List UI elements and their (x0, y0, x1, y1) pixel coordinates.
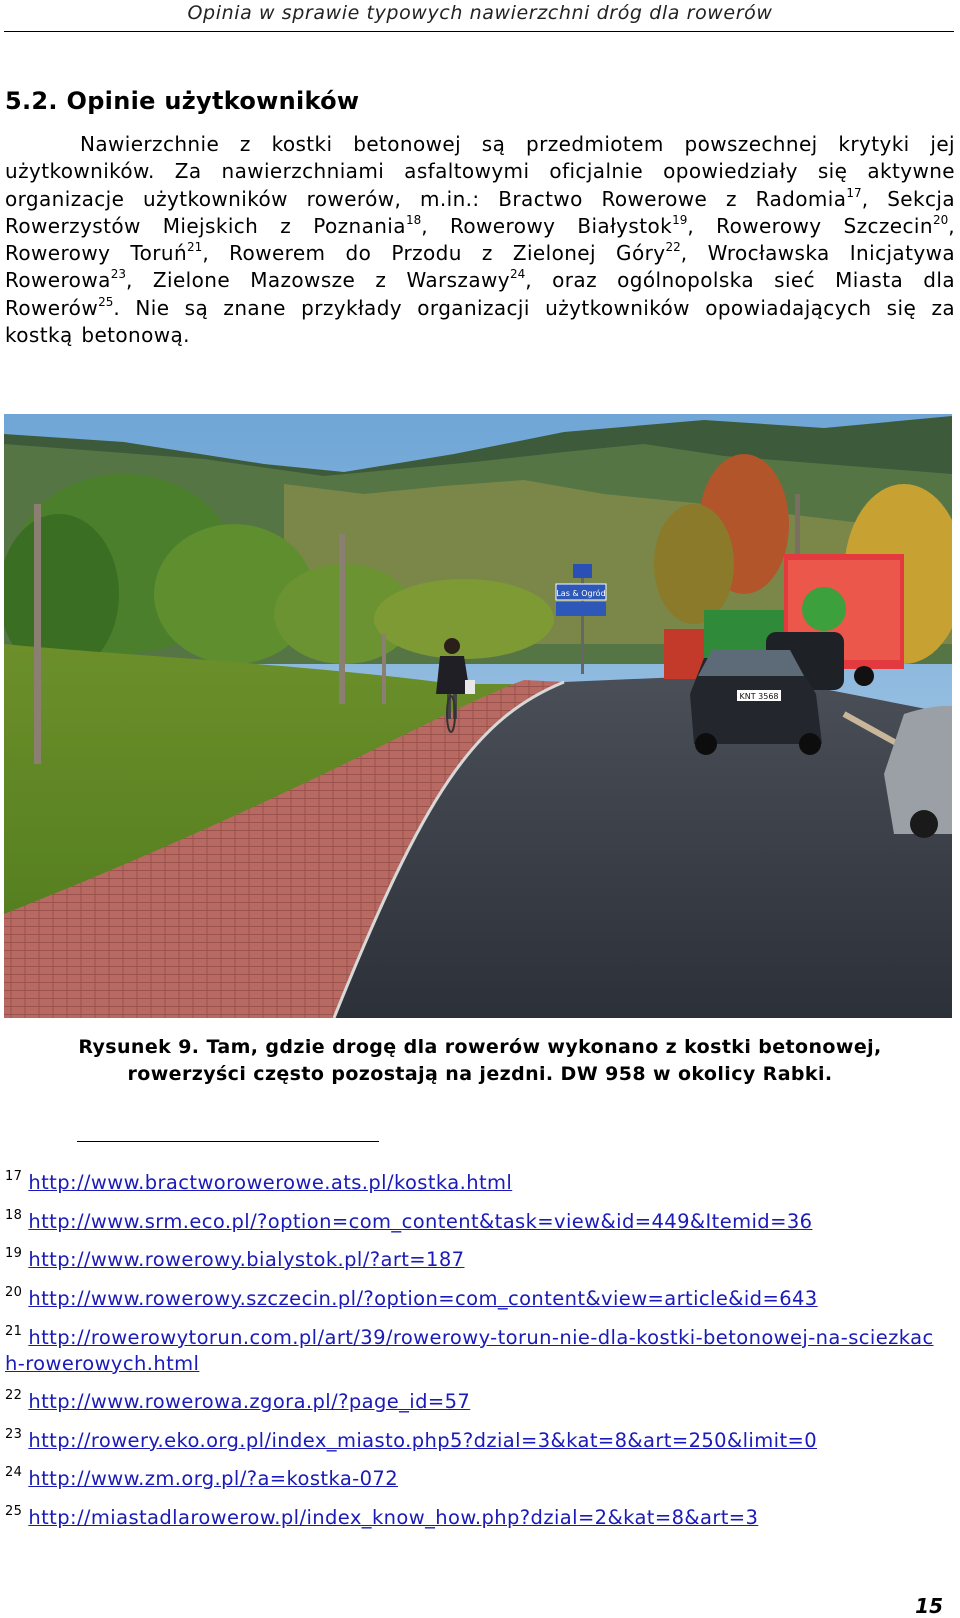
paragraph-text: , Sekcja Rowerzystów Miejskich z Poznania (5, 186, 955, 238)
utility-pole (339, 534, 345, 704)
cyclist-body (436, 656, 470, 694)
footnote-number: 19 (5, 1246, 23, 1261)
cyclist-bag (465, 680, 475, 694)
footnote-link[interactable]: http://www.rowerowa.zgora.pl/?page_id=57 (28, 1390, 471, 1413)
car-wheel (910, 810, 938, 838)
cyclist-head (444, 638, 460, 654)
footnote-ref[interactable]: 22 (665, 240, 681, 255)
footnote (5, 1389, 945, 1415)
footnote (5, 1209, 945, 1235)
footnote-ref[interactable]: 25 (98, 294, 114, 309)
road-photo-illustration (4, 414, 952, 1018)
page-number: 15 (915, 1594, 943, 1618)
paragraph-text: Nawierzchnie z kostki betonowej są przedmiotem powszechnej krytyki jej użytkowników. Za nawierzchniami asfaltowymi oficjalnie opowiedziały się aktywne organizacje użytkowników rowerów, m.in.: Bractwo Rowerowe z Radomia (5, 132, 955, 211)
footnote (5, 1286, 945, 1312)
footnote-separator (77, 1141, 379, 1142)
paragraph-text: , Rowerowy Szczecin (687, 213, 933, 238)
footnote-link[interactable]: http://www.zm.org.pl/?a=kostka-072 (28, 1467, 399, 1490)
caption-line: rowerzyści często pozostają na jezdni. DW 958 w okolicy Rabki. (127, 1063, 833, 1085)
utility-pole (34, 504, 41, 764)
caption-line: Rysunek 9. Tam, gdzie drogę dla rowerów wykonano z kostki betonowej, (78, 1036, 882, 1058)
truck-logo (802, 587, 846, 631)
footnote-link[interactable]: http://miastadlarowerow.pl/index_know_how.php?dzial=2&kat=8&art=3 (28, 1506, 759, 1529)
paragraph-text: , oraz ogólnopolska sieć Miasta dla Rowerów (5, 268, 955, 320)
paragraph-text: . Nie są znane przykłady organizacji użytkowników opowiadających się za kostką betonową. (5, 295, 955, 348)
footnote-number: 23 (5, 1427, 23, 1442)
footnote-number: 22 (5, 1388, 23, 1403)
footnote-link[interactable]: http://www.bractworowerowe.ats.pl/kostka.html (28, 1171, 513, 1194)
footnote (5, 1325, 945, 1377)
footnote (5, 1428, 945, 1454)
footnote-link[interactable]: http://rowerowytorun.com.pl/art/39/rowerowy-torun-nie-dla-kostki-betonowej-na-sciezkach-rowerowych.html (5, 1326, 934, 1375)
footnote-number: 21 (5, 1324, 23, 1339)
footnote-link[interactable]: http://rowery.eko.org.pl/index_miasto.php5?dzial=3&kat=8&art=250&limit=0 (28, 1429, 818, 1452)
section-title: 5.2. Opinie użytkowników (5, 87, 360, 115)
truck-wheel (854, 666, 874, 686)
footnote-ref[interactable]: 18 (405, 212, 422, 227)
footnote-ref[interactable]: 20 (932, 212, 949, 227)
footnote-ref[interactable]: 23 (110, 267, 127, 282)
car-windshield (698, 650, 804, 676)
footnote (5, 1170, 945, 1196)
footnote (5, 1466, 945, 1492)
footnote-link[interactable]: http://www.rowerowy.szczecin.pl/?option=com_content&view=article&id=643 (28, 1287, 818, 1310)
car-wheel (695, 733, 717, 755)
tree-center (374, 579, 554, 659)
footnote-ref[interactable]: 19 (672, 212, 688, 227)
footnote (5, 1247, 945, 1273)
footnote-number: 25 (5, 1504, 23, 1519)
road-sign (573, 564, 592, 578)
footnote-ref[interactable]: 17 (846, 185, 862, 200)
header-divider (4, 31, 954, 32)
direction-sign (556, 602, 606, 616)
paragraph-text: , Wrocławska Inicjatywa Rowerowa (5, 241, 955, 293)
footnote-number: 18 (5, 1208, 23, 1223)
footnote-number: 20 (5, 1285, 23, 1300)
license-plate-text: KNT 3568 (739, 692, 779, 701)
shop-sign-text: Las & Ogród (556, 589, 606, 598)
running-header: Opinia w sprawie typowych nawierzchni dróg dla rowerów (187, 2, 773, 24)
road-photo (4, 414, 952, 1018)
utility-pole (382, 634, 386, 704)
figure-caption (20, 1034, 940, 1088)
paragraph-text: , Rowerem do Przodu z Zielonej Góry (202, 241, 666, 266)
body-paragraph (5, 131, 955, 349)
paragraph-text: , Rowerowy Białystok (421, 213, 673, 238)
footnote-number: 24 (5, 1465, 23, 1480)
footnote-ref[interactable]: 21 (187, 240, 203, 255)
footnote-link[interactable]: http://www.rowerowy.bialystok.pl/?art=187 (28, 1248, 465, 1271)
footnote-link[interactable]: http://www.srm.eco.pl/?option=com_content&task=view&id=449&Itemid=36 (28, 1210, 813, 1233)
paragraph-text: , Zielone Mazowsze z Warszawy (126, 268, 510, 293)
paragraph-text: , Rowerowy Toruń (5, 213, 955, 266)
footnote-number: 17 (5, 1169, 23, 1184)
car-wheel (799, 733, 821, 755)
footnote-ref[interactable]: 24 (509, 267, 526, 282)
footnote (5, 1505, 945, 1531)
tree-autumn (654, 504, 734, 624)
